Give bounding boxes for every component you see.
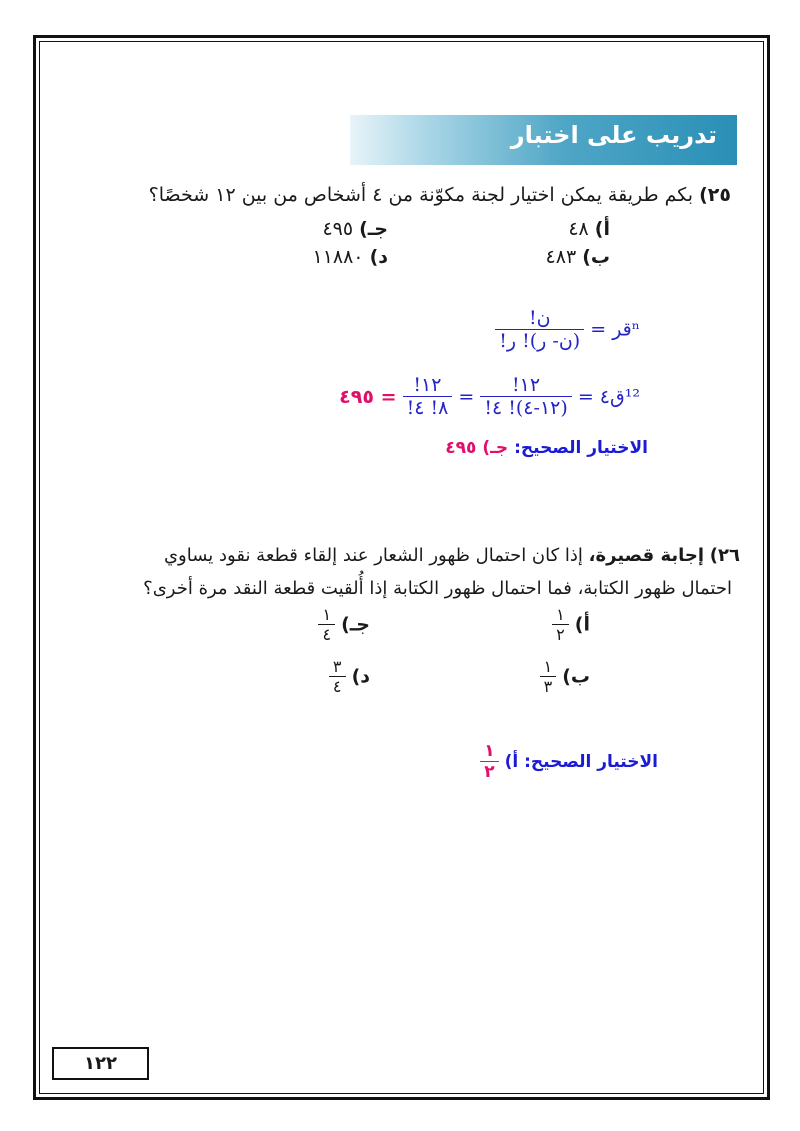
question-text: إذا كان احتمال ظهور الشعار عند إلقاء قطعة نقود يساوي [163,545,583,566]
fraction-numerator: ١٢! [403,375,453,397]
section-banner [350,115,737,165]
choice-label: أ) [594,218,610,240]
fraction-numerator: ١ [480,742,498,762]
calc-fraction-1 [480,375,571,420]
combination-formula [495,308,640,353]
fraction-denominator: (ن- ر)! ر! [499,329,581,352]
answer-fraction [480,742,498,782]
choice-value: ١١٨٨٠ [312,246,364,268]
fraction-numerator: ٣ [329,658,346,677]
choice-b[interactable] [546,246,610,268]
answer-prefix: الاختيار الصحيح: أ) [504,752,658,773]
fraction-numerator: ١ [540,658,557,677]
fraction-denominator: ٣ [543,676,553,696]
answer-value: ٤٩٥ [445,438,477,458]
choice-label: جـ) [341,613,370,636]
formula-fraction [495,308,584,353]
choice-c[interactable] [322,218,388,240]
choice-fraction [552,606,569,644]
fraction-numerator: ١٢! [480,375,571,397]
choice-a[interactable] [568,218,610,240]
fraction-denominator: ٢ [484,761,495,782]
fraction-denominator: (١٢-٤)! ٤! [484,396,568,419]
fraction-denominator: ٤ [332,676,342,696]
q26-answer [480,742,658,782]
choice-fraction [329,658,346,696]
question-25 [149,184,731,206]
question-26-line-1 [164,545,740,566]
question-text: بكم طريقة يمكن اختيار لجنة مكوّنة من ٤ أشخاص من بين ١٢ شخصًا؟ [148,184,694,206]
calc-result: = ٤٩٥ [339,385,397,408]
choice-value: ٤٨ [568,218,589,240]
combination-calculation: ¹²ق٤ = $\frac{١٢!}{(١٢-٤)! ٤!}$ = $\frac{١٢!}{٨! ٤!}$ = ٤٩٥ [339,374,640,419]
choice-d[interactable] [329,658,370,696]
fraction-numerator: ١ [552,606,569,625]
question-number: ٢٦) [709,545,740,566]
choice-label: أ) [574,613,590,636]
calc-fraction-2 [403,375,453,420]
q25-answer [445,438,648,458]
choice-label: د) [369,246,388,268]
fraction-numerator: ١ [318,606,335,625]
formula-lhs: ⁿقر = [590,318,640,341]
question-number: ٢٥) [699,184,731,206]
fraction-denominator: ٨! ٤! [406,396,449,419]
choice-value: ٤٩٥ [322,218,354,240]
choice-label: ب) [562,665,590,688]
choice-value: ٤٨٣ [545,246,577,268]
banner-title: تدريب على اختبار [510,121,717,149]
choice-d[interactable] [312,246,388,268]
choice-label: د) [351,665,370,688]
page-number: ١٢٢ [52,1047,149,1080]
answer-prefix: الاختيار الصحيح: [514,438,648,458]
choice-b[interactable] [540,658,590,696]
fraction-denominator: ٤ [322,624,332,644]
fraction-denominator: ٢ [556,624,565,644]
choice-label: ب) [582,246,610,268]
calc-lhs: ¹²ق٤ = [577,385,640,408]
fraction-numerator: ن! [495,308,584,330]
choice-label: جـ) [359,218,388,240]
choice-fraction [318,606,335,644]
answer-choice: جـ) [482,438,509,458]
choice-c[interactable] [318,606,370,644]
choice-fraction [540,658,557,696]
choice-a[interactable] [552,606,590,644]
question-26-line-2: احتمال ظهور الكتابة، فما احتمال ظهور الكتابة إذا أُلقيت قطعة النقد مرة أخرى؟ [143,578,732,599]
question-tag: إجابة قصيرة، [588,545,705,566]
